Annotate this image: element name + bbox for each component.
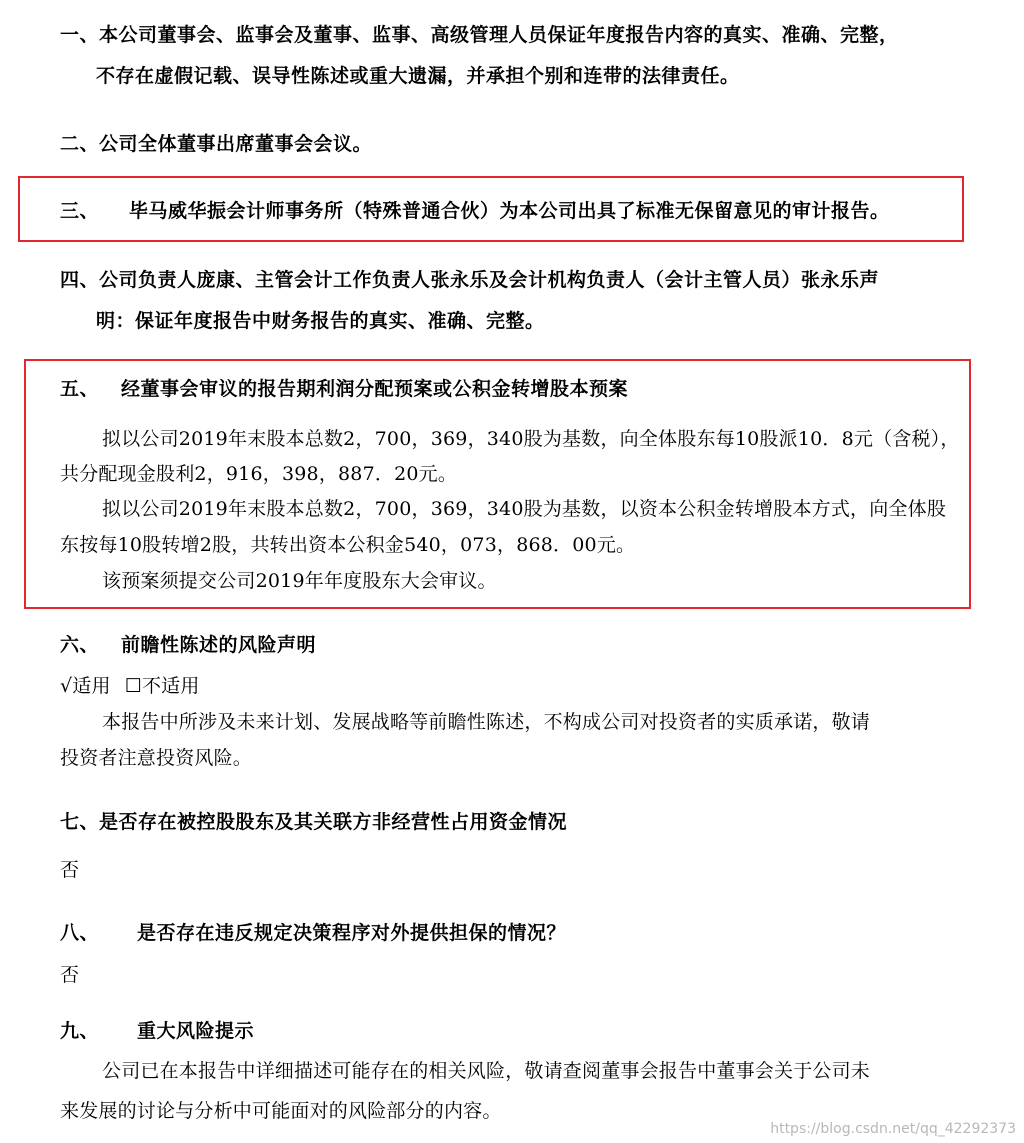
section-5-para-1-line-1: 拟以公司2019年末股本总数2，700，369，340股为基数，向全体股东每10股派10．8元（含税）， xyxy=(102,428,960,450)
section-6-text-line-2: 投资者注意投资风险。 xyxy=(60,747,253,769)
section-6-text-line-1: 本报告中所涉及未来计划、发展战略等前瞻性陈述，不构成公司对投资者的实质承诺，敬请 xyxy=(102,711,871,733)
section-9-heading xyxy=(60,1016,254,1043)
section-5-title: 经董事会审议的报告期利润分配预案或公积金转增股本预案 xyxy=(121,378,629,400)
section-6-number: 六、 xyxy=(60,634,100,656)
section-6-title: 前瞻性陈述的风险声明 xyxy=(121,634,317,656)
section-4-line-1 xyxy=(60,265,879,292)
section-8-number: 八、 xyxy=(60,922,100,944)
section-4-text-line-2: 明：保证年度报告中财务报告的真实、准确、完整。 xyxy=(96,310,545,332)
section-4-number: 四、 xyxy=(60,269,100,291)
section-7-heading xyxy=(60,807,567,834)
section-5-para-1-line-2: 共分配现金股利2，916，398，887．20元。 xyxy=(60,463,458,485)
section-2-text: 公司全体董事出席董事会会议。 xyxy=(99,133,373,155)
section-9-text-line-1: 公司已在本报告中详细描述可能存在的相关风险，敬请查阅董事会报告中董事会关于公司未 xyxy=(102,1060,871,1082)
section-2 xyxy=(60,129,372,156)
not-applicable-option: ☐不适用 xyxy=(124,675,200,697)
section-1-text-line-2: 不存在虚假记载、误导性陈述或重大遗漏，并承担个别和连带的法律责任。 xyxy=(96,65,740,87)
section-6-options xyxy=(60,671,200,698)
section-7-answer: 否 xyxy=(60,859,80,881)
section-8-heading xyxy=(60,918,566,945)
watermark-url: https://blog.csdn.net/qq_42292373 xyxy=(770,1121,1016,1137)
section-1-text-line-1: 本公司董事会、监事会及董事、监事、高级管理人员保证年度报告内容的真实、准确、完整， xyxy=(99,24,899,46)
section-5-number: 五、 xyxy=(60,378,100,400)
section-9-text-line-2: 来发展的讨论与分析中可能面对的风险部分的内容。 xyxy=(60,1100,502,1122)
section-1-line-1 xyxy=(60,20,899,47)
section-6-heading xyxy=(60,630,316,657)
section-3 xyxy=(60,196,890,223)
section-5-para-2-line-2: 东按每10股转增2股，共转出资本公积金540，073，868．00元。 xyxy=(60,534,636,556)
section-7-number: 七、 xyxy=(60,811,100,833)
applicable-option: √适用 xyxy=(60,675,111,697)
section-3-number: 三、 xyxy=(60,200,100,222)
section-8-answer: 否 xyxy=(60,964,80,986)
section-5-para-3: 该预案须提交公司2019年年度股东大会审议。 xyxy=(102,570,497,592)
section-9-number: 九、 xyxy=(60,1020,100,1042)
section-1-number: 一、 xyxy=(60,24,100,46)
section-3-text: 毕马威华振会计师事务所（特殊普通合伙）为本公司出具了标准无保留意见的审计报告。 xyxy=(129,200,890,222)
section-2-number: 二、 xyxy=(60,133,100,155)
section-8-title: 是否存在违反规定决策程序对外提供担保的情况？ xyxy=(137,922,567,944)
section-4-text-line-1: 公司负责人庞康、主管会计工作负责人张永乐及会计机构负责人（会计主管人员）张永乐声 xyxy=(99,269,880,291)
section-7-title: 是否存在被控股股东及其关联方非经营性占用资金情况 xyxy=(99,811,568,833)
section-5-para-2-line-1: 拟以公司2019年末股本总数2，700，369，340股为基数，以资本公积金转增股本方式，向全体股 xyxy=(102,498,947,520)
section-5-heading xyxy=(60,374,628,401)
section-9-title: 重大风险提示 xyxy=(137,1020,255,1042)
